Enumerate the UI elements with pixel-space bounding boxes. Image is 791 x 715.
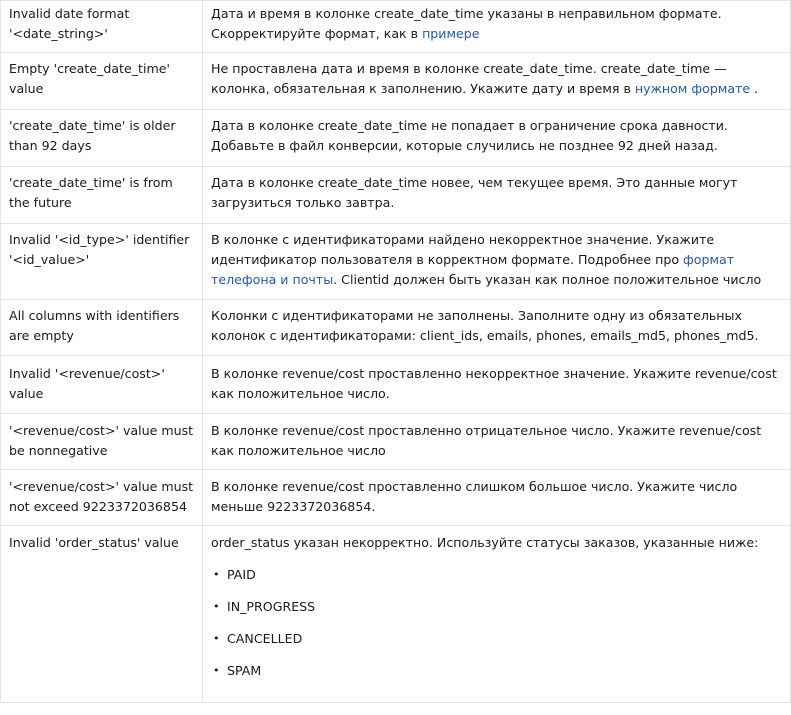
description-text: Дата и время в колонке create_date_time указаны в неправильном формате. Скорректируйте формат, как в <box>211 6 722 41</box>
error-description-cell <box>203 1 791 53</box>
table-row <box>1 1 791 53</box>
error-code-cell <box>1 356 203 414</box>
error-description-cell <box>203 470 791 526</box>
error-description: В колонке revenue/cost проставленно слишком большое число. Укажите число меньше 9223372036854. <box>211 479 738 514</box>
error-code: All columns with identifiers are empty <box>9 308 180 343</box>
error-description-cell <box>203 110 791 167</box>
error-code: Invalid 'order_status' value <box>9 535 179 550</box>
error-description-cell <box>203 356 791 414</box>
error-code-cell <box>1 1 203 53</box>
error-description: Дата в колонке create_date_time новее, чем текущее время. Это данные могут загрузиться только завтра. <box>211 175 738 210</box>
order-status-list <box>211 565 784 693</box>
bullet-icon: • <box>213 664 220 677</box>
bullet-icon: • <box>213 632 220 645</box>
table-row <box>1 414 791 470</box>
list-item <box>211 597 784 629</box>
description-tail: . <box>750 81 759 96</box>
error-description-cell <box>203 53 791 110</box>
error-code: 'create_date_time' is from the future <box>9 175 173 210</box>
error-description <box>211 1 784 44</box>
error-description-cell <box>203 526 791 703</box>
error-code-cell <box>1 300 203 356</box>
error-description-cell <box>203 167 791 224</box>
list-item <box>211 661 784 693</box>
error-description <box>211 224 784 290</box>
table-row <box>1 53 791 110</box>
error-code: Empty 'create_date_time' value <box>9 61 170 96</box>
description-tail: . Clientid должен быть указан как полное положительное число <box>333 272 762 287</box>
status-value: CANCELLED <box>227 631 303 646</box>
error-code-cell <box>1 526 203 703</box>
table-row <box>1 110 791 167</box>
error-code: Invalid date format '<date_string>' <box>9 6 130 41</box>
error-description: В колонке revenue/cost проставленно отрицательное число. Укажите revenue/cost как положительное число <box>211 423 762 458</box>
example-link[interactable]: примере <box>422 26 480 41</box>
error-description: В колонке revenue/cost проставленно некорректное значение. Укажите revenue/cost как положительное число. <box>211 366 777 401</box>
description-text: order_status указан некорректно. Используйте статусы заказов, указанные ниже: <box>211 535 759 550</box>
error-code: Invalid '<revenue/cost>' value <box>9 366 165 401</box>
error-description-cell <box>203 224 791 300</box>
description-text: В колонке с идентификаторами найдено некорректное значение. Укажите идентификатор пользователя в корректном формате. Подробнее про <box>211 232 715 267</box>
error-description <box>211 53 784 99</box>
error-code-cell <box>1 414 203 470</box>
description-text: Не проставлена дата и время в колонке create_date_time. create_date_time — колонка, обязательная к заполнению. Укажите дату и время в <box>211 61 727 96</box>
phone-email-format-link[interactable]: формат телефона и почты <box>211 252 735 287</box>
error-code-cell <box>1 167 203 224</box>
error-description: Дата в колонке create_date_time не попадает в ограничение срока давности. Добавьте в файл конверсии, которые случились не позднее 92 дней назад. <box>211 118 728 153</box>
table-row <box>1 300 791 356</box>
error-code: 'create_date_time' is older than 92 days <box>9 118 176 153</box>
list-item <box>211 629 784 661</box>
status-value: PAID <box>227 567 256 582</box>
error-code-cell <box>1 470 203 526</box>
table-row <box>1 526 791 703</box>
table-row <box>1 167 791 224</box>
error-code-cell <box>1 110 203 167</box>
error-code-cell <box>1 53 203 110</box>
error-description-cell <box>203 300 791 356</box>
error-code: Invalid '<id_type>' identifier '<id_value>' <box>9 232 190 267</box>
list-item <box>211 565 784 597</box>
error-description-cell <box>203 414 791 470</box>
error-code: '<revenue/cost>' value must not exceed 9223372036854 <box>9 479 194 514</box>
bullet-icon: • <box>213 568 220 581</box>
status-value: IN_PROGRESS <box>227 599 316 614</box>
table-row <box>1 224 791 300</box>
table-row <box>1 356 791 414</box>
error-description: Колонки с идентификаторами не заполнены. Заполните одну из обязательных колонок с идентификаторами: client_ids, emails, phones, emails_md5, phones_md5. <box>211 308 759 343</box>
bullet-icon: • <box>213 600 220 613</box>
error-code-cell <box>1 224 203 300</box>
error-code: '<revenue/cost>' value must be nonnegative <box>9 423 194 458</box>
table-row <box>1 470 791 526</box>
format-link[interactable]: нужном формате <box>634 81 751 96</box>
error-description <box>211 526 784 693</box>
status-value: SPAM <box>227 663 262 678</box>
